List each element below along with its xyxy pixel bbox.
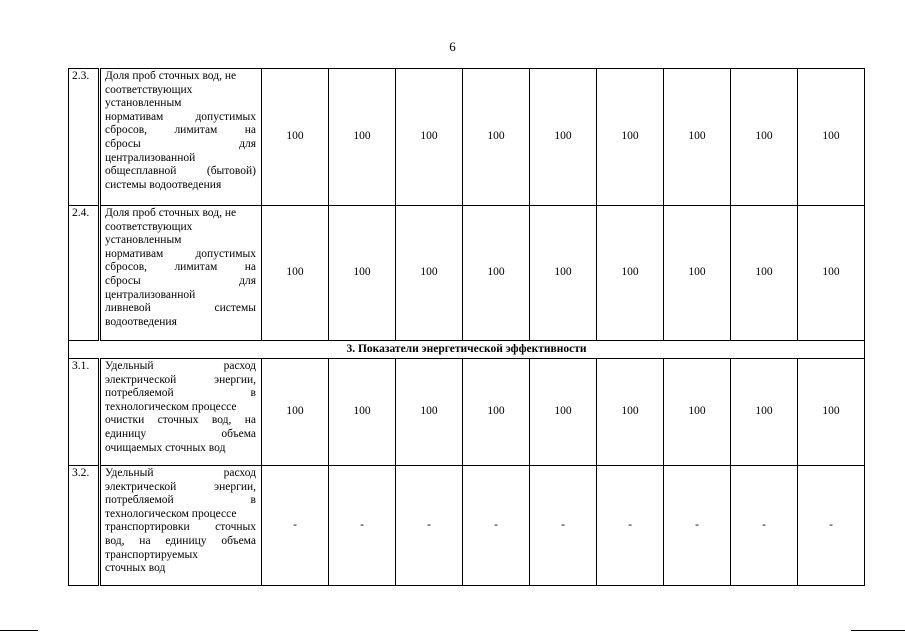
description-line: технологическом процессе	[105, 507, 237, 520]
value-cell: 100	[798, 206, 865, 341]
description-line: технологическом процессе	[105, 400, 237, 413]
row-number: 3.1.	[69, 359, 100, 466]
value-cell: 100	[463, 206, 530, 341]
section-header-row	[69, 341, 865, 359]
value-cell: 100	[664, 206, 731, 341]
value-cell: 100	[731, 359, 798, 466]
value-cell: -	[597, 466, 664, 586]
value-cell: 100	[597, 69, 664, 206]
value-cell: 100	[329, 359, 396, 466]
value-cell: 100	[530, 69, 597, 206]
description-line: электрической энергии,	[105, 373, 256, 386]
indicator-description	[100, 206, 262, 341]
page-edge-rule-right	[851, 630, 905, 631]
description-line: транспортируемых	[105, 548, 199, 561]
description-line: централизованной	[105, 151, 196, 164]
description-line: транспортировки сточных	[105, 521, 256, 534]
description-line: соответствующих	[105, 83, 193, 96]
description-line: установленным	[105, 97, 182, 110]
description-line: системы водоотведения	[105, 178, 222, 191]
value-cell: 100	[664, 359, 731, 466]
value-cell: 100	[731, 206, 798, 341]
value-cell: 100	[396, 206, 463, 341]
table-row	[69, 206, 865, 341]
indicator-description	[100, 359, 262, 466]
description-line: сточных вод	[105, 562, 166, 575]
description-line: электрической энергии,	[105, 480, 256, 493]
value-cell: 100	[396, 69, 463, 206]
value-cell: -	[731, 466, 798, 586]
section-title: 3. Показатели энергетической эффективности	[69, 341, 865, 359]
page-number: 6	[449, 39, 456, 54]
value-cell: -	[530, 466, 597, 586]
description-line: единицу объема	[105, 427, 256, 440]
description-line: сбросы для	[105, 137, 256, 150]
description-line: общесплавной (бытовой)	[105, 165, 256, 178]
table-row	[69, 359, 865, 466]
description-line: сбросов, лимитам на	[105, 261, 256, 274]
value-cell: -	[329, 466, 396, 586]
value-cell: 100	[329, 69, 396, 206]
description-line: соответствующих	[105, 220, 193, 233]
value-cell: 100	[664, 69, 731, 206]
value-cell: 100	[530, 206, 597, 341]
value-cell: 100	[597, 359, 664, 466]
value-cell: 100	[798, 359, 865, 466]
value-cell: 100	[798, 69, 865, 206]
description-line: Удельный расход	[105, 360, 256, 372]
value-cell: -	[262, 466, 329, 586]
description-line: нормативам допустимых	[105, 247, 256, 260]
value-cell: 100	[262, 69, 329, 206]
description-line: централизованной	[105, 288, 196, 301]
indicator-description	[100, 466, 262, 586]
value-cell: 100	[463, 69, 530, 206]
row-number: 3.2.	[69, 466, 100, 586]
value-cell: 100	[597, 206, 664, 341]
description-line: очистки сточных вод, на	[105, 414, 256, 427]
value-cell: 100	[262, 359, 329, 466]
value-cell: 100	[396, 359, 463, 466]
description-line: потребляемой в	[105, 494, 256, 507]
description-line: сбросов, лимитам на	[105, 124, 256, 137]
description-line: нормативам допустимых	[105, 110, 256, 123]
indicators-table	[68, 68, 865, 586]
description-line: вод, на единицу объема	[105, 534, 256, 547]
page-edge-rule-left	[0, 630, 38, 631]
description-line: Доля проб сточных вод, не	[105, 207, 237, 219]
value-cell: 100	[530, 359, 597, 466]
table-row	[69, 466, 865, 586]
description-line: Доля проб сточных вод, не	[105, 70, 237, 82]
description-line: водоотведения	[105, 315, 177, 328]
indicator-description	[100, 69, 262, 206]
value-cell: -	[463, 466, 530, 586]
row-number: 2.3.	[69, 69, 100, 206]
row-number: 2.4.	[69, 206, 100, 341]
description-line: потребляемой в	[105, 387, 256, 400]
value-cell: -	[396, 466, 463, 586]
value-cell: 100	[329, 206, 396, 341]
description-line: ливневой системы	[105, 302, 256, 315]
value-cell: 100	[262, 206, 329, 341]
value-cell: -	[798, 466, 865, 586]
value-cell: 100	[463, 359, 530, 466]
description-line: Удельный расход	[105, 467, 256, 479]
table-row	[69, 69, 865, 206]
description-line: установленным	[105, 234, 182, 247]
description-line: очищаемых сточных вод	[105, 441, 226, 454]
description-line: сбросы для	[105, 274, 256, 287]
value-cell: 100	[731, 69, 798, 206]
value-cell: -	[664, 466, 731, 586]
